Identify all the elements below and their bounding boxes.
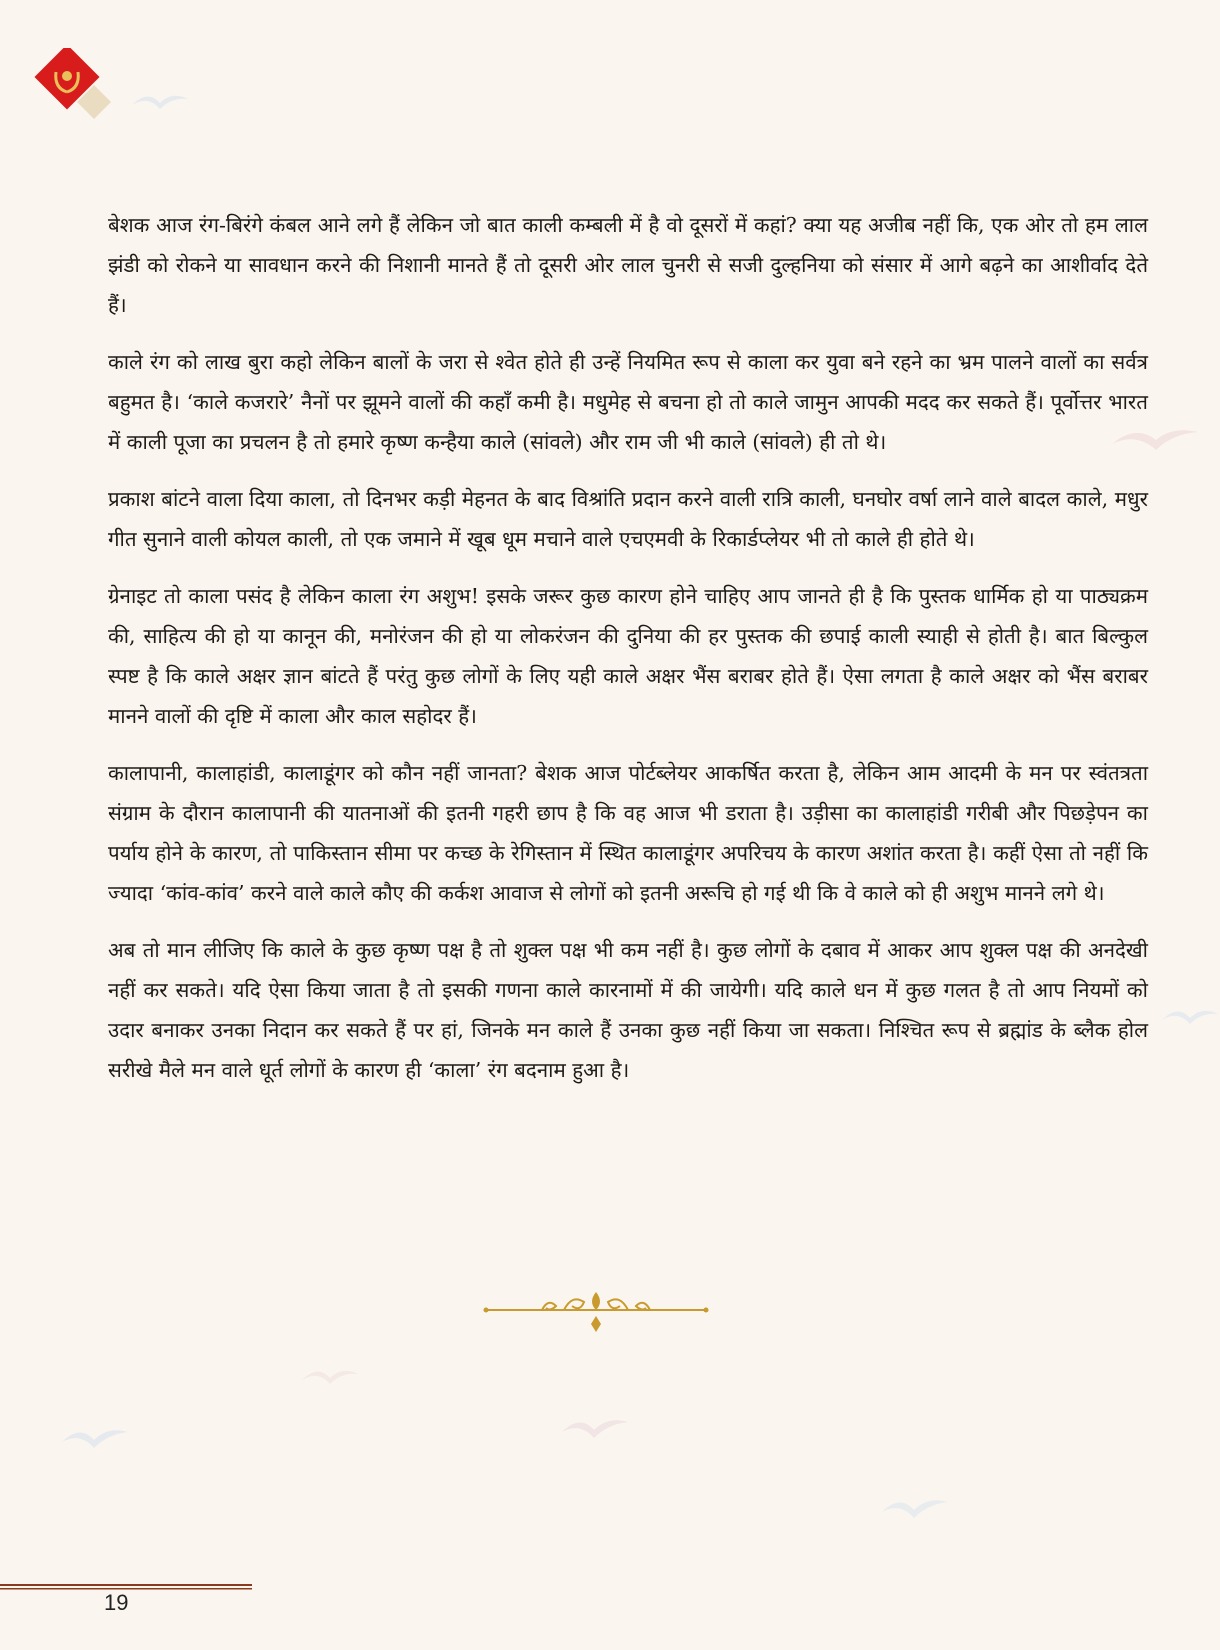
article-paragraph: काले रंग को लाख बुरा कहो लेकिन बालों के जरा से श्वेत होते ही उन्हें नियमित रूप से काला कर युवा बने रहने का भ्रम पालने वालों का सर्वत्र बहुमत है। ‘काले कजरारे’ नैनों पर झूमने वालों की कहाँ कमी है। मधुमेह से बचना हो तो काले जामुन आपकी मदद कर सकते हैं। पूर्वोत्तर भारत में काली पूजा का प्रचलन है तो हमारे कृष्ण कन्हैया काले (सांवले) और राम जी भी काले (सांवले) ही तो थे।: [108, 350, 1148, 454]
article-paragraph: अब तो मान लीजिए कि काले के कुछ कृष्ण पक्ष है तो शुक्ल पक्ष भी कम नहीं है। कुछ लोगों के दबाव में आकर आप शुक्ल पक्ष की अनदेखी नहीं कर सकते। यदि ऐसा किया जाता है तो इसकी गणना काले कारनामों में की जायेगी। यदि काले धन में कुछ गलत है तो आप नियमों को उदार बनाकर उनका निदान कर सकते हैं पर हां, जिनके मन काले हैं उनका कुछ नहीं किया जा सकता। निश्चित रूप से ब्रह्मांड के ब्लैक होल सरीखे मैले मन वाले धूर्त लोगों के कारण ही ‘काला’ रंग बदनाम हुआ है।: [108, 938, 1148, 1082]
bird-watermark-icon: [880, 1490, 950, 1522]
page-number: 19: [104, 1590, 129, 1615]
article-paragraph: कालापानी, कालाहांडी, कालाडूंगर को कौन नहीं जानता? बेशक आज पोर्टब्लेयर आकर्षित करता है, लेकिन आम आदमी के मन पर स्वंतत्रता संग्राम के दौरान कालापानी की यातनाओं की इतनी गहरी छाप है कि वह आज भी डराता है। उड़ीसा का कालाहांडी गरीबी और पिछड़ेपन का पर्याय होने के कारण, तो पाकिस्तान सीमा पर कच्छ के रेगिस्तान में स्थित कालाडूंगर अपरिचय के कारण अशांत करता है। कहीं ऐसा तो नहीं कि ज्यादा ‘कांव-कांव’ करने वाले काले कौए की कर्कश आवाज से लोगों को इतनी अरूचि हो गई थी कि वे काले को ही अशुभ मानने लगे थे।: [108, 761, 1148, 905]
ornament-divider-icon: [482, 1288, 710, 1340]
article-paragraph: बेशक आज रंग-बिरंगे कंबल आने लगे हैं लेकिन जो बात काली कम्बली में है वो दूसरों में कहां? क्या यह अजीब नहीं कि, एक ओर तो हम लाल झंडी को रोकने या सावधान करने की निशानी मानते हैं तो दूसरी ओर लाल चुनरी से सजी दुल्हनिया को संसार में आगे बढ़ने का आशीर्वाद देते हैं।: [108, 213, 1148, 317]
bird-watermark-icon: [1160, 1000, 1220, 1030]
bird-watermark-icon: [560, 1410, 630, 1442]
bird-watermark-icon: [130, 85, 190, 115]
publication-logo: [32, 48, 118, 124]
article-paragraph: ग्रेनाइट तो काला पसंद है लेकिन काला रंग अशुभ! इसके जरूर कुछ कारण होने चाहिए आप जानते ही है कि पुस्तक धार्मिक हो या पाठ्यक्रम की, साहित्य की हो या कानून की, मनोरंजन की हो या लोकरंजन की दुनिया की हर पुस्तक की छपाई काली स्याही से होती है। बात बिल्कुल स्पष्ट है कि काले अक्षर ज्ञान बांटते हैं परंतु कुछ लोगों के लिए यही काले अक्षर भैंस बराबर होते हैं। ऐसा लगता है काले अक्षर को भैंस बराबर मानने वालों की दृष्टि में काला और काल सहोदर हैं।: [108, 584, 1148, 728]
bird-watermark-icon: [60, 1420, 130, 1452]
bird-watermark-icon: [300, 1360, 360, 1390]
article-body: [108, 205, 1148, 1107]
article-paragraph: प्रकाश बांटने वाला दिया काला, तो दिनभर कड़ी मेहनत के बाद विश्रांति प्रदान करने वाली रात्रि काली, घनघोर वर्षा लाने वाले बादल काले, मधुर गीत सुनाने वाली कोयल काली, तो एक जमाने में खूब धूम मचाने वाले एचएमवी के रिकार्डप्लेयर भी तो काले ही होते थे।: [108, 487, 1148, 551]
